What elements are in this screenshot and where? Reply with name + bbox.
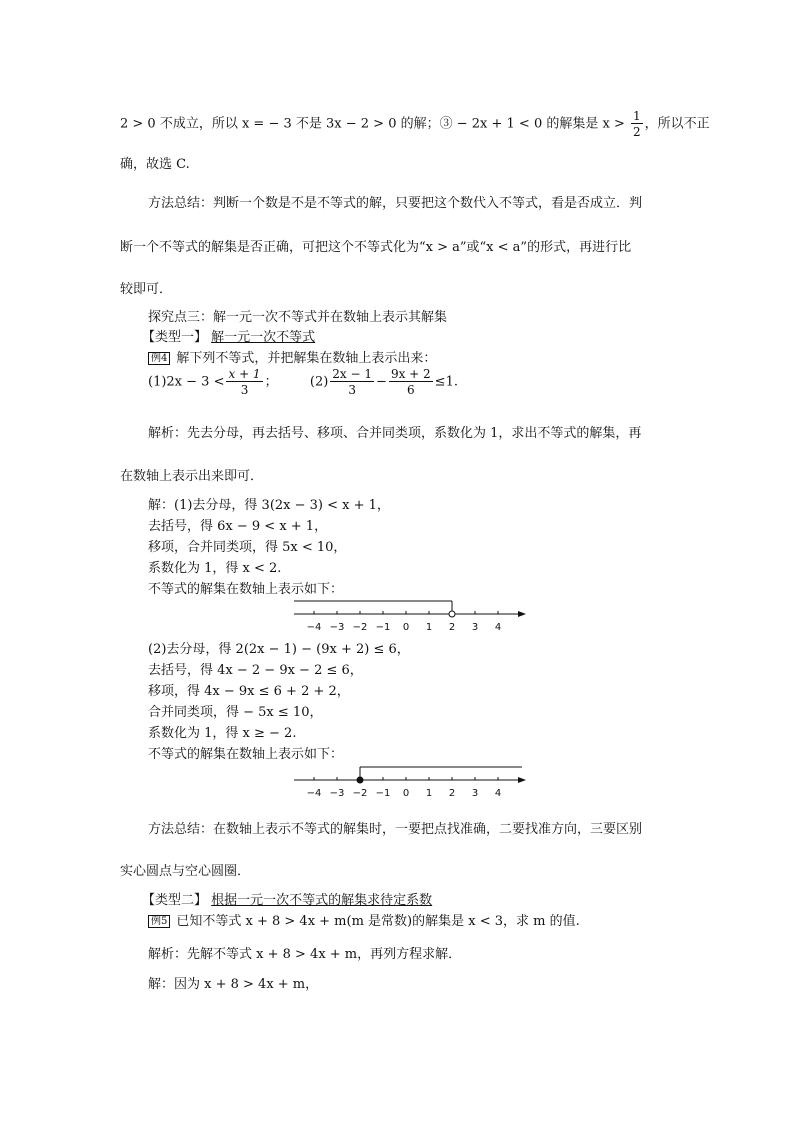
axis-tick-label: −3: [329, 622, 345, 633]
fraction: [389, 368, 433, 396]
text-segment: −: [376, 374, 387, 390]
fraction-denominator: 3: [348, 383, 356, 397]
axis-tick-label: 0: [402, 622, 410, 633]
method-summary-line: 较即可．: [120, 282, 173, 297]
type-bracket: 【类型二】: [142, 893, 208, 908]
problem-line: [148, 368, 458, 396]
fraction-denominator: 6: [406, 383, 415, 397]
method-summary-line: 方法总结：在数轴上表示不等式的解集时，一要把点找准确，二要找准方向，三要区别: [148, 822, 643, 837]
fraction: [330, 368, 374, 396]
fraction-denominator: 2: [632, 125, 641, 139]
solution-line: 不等式的解集在数轴上表示如下：: [148, 747, 344, 762]
axis-tick-label: −3: [329, 788, 345, 799]
solution-line: (2)去分母，得 2(2x − 1) − (9x + 2) ≤ 6，: [148, 642, 410, 657]
number-line-2: [290, 764, 530, 804]
axis-tick-label: −4: [306, 788, 322, 799]
axis-tick-label: 1: [425, 788, 433, 799]
axis-tick-label: 4: [494, 622, 502, 633]
text-segment: 2 > 0 不成立，所以: [120, 116, 242, 132]
text-line: [120, 110, 710, 138]
number-line-1: [290, 598, 530, 638]
axis-tick-label: 3: [471, 622, 479, 633]
type-bracket: 【类型一】: [142, 330, 208, 345]
analysis-line: 在数轴上表示出来即可．: [120, 469, 264, 484]
fraction: [226, 368, 262, 396]
example-line: [148, 910, 580, 929]
solution-line: 系数化为 1，得 x < 2.: [148, 561, 282, 576]
text-segment: ≤1.: [434, 374, 458, 390]
fraction-denominator: 3: [240, 383, 249, 397]
solution-line: 解：(1)去分母，得 3(2x − 3) < x + 1，: [148, 498, 390, 513]
example-text: 已知不等式 x + 8 > 4x + m(m 是常数)的解集是 x < 3，求 m 的值.: [176, 914, 580, 929]
text-segment: ；: [264, 374, 278, 390]
fraction-numerator: 9x + 2: [390, 367, 431, 381]
method-summary-line: 实心圆点与空心圆圈．: [120, 864, 251, 879]
solution-line: 合并同类项，得 − 5x ≤ 10，: [148, 705, 323, 720]
axis-arrow: [518, 777, 526, 783]
example-badge: 例4: [148, 352, 170, 365]
axis-tick-label: −1: [375, 622, 391, 633]
axis-tick-label: 3: [471, 788, 479, 799]
axis-tick-label: −2: [352, 622, 368, 633]
method-summary-line: 断一个不等式的解集是否正确，可把这个不等式化为“x > a”或“x < a”的形式，再进行比: [120, 240, 632, 255]
problem-2: (2): [309, 374, 329, 390]
axis-arrow: [518, 611, 526, 617]
problem-1: (1)2x − 3 <: [148, 374, 225, 390]
solution-line: 不等式的解集在数轴上表示如下：: [148, 582, 344, 597]
solution-line: 解：因为 x + 8 > 4x + m，: [148, 977, 319, 992]
example-badge: 例5: [148, 915, 170, 928]
method-summary-line: 方法总结：判断一个数是不是不等式的解，只要把这个数代入不等式，看是否成立．判: [148, 196, 643, 211]
axis-tick-label: −2: [352, 788, 368, 799]
fraction-numerator: 2x − 1: [332, 367, 373, 381]
example-text: 解下列不等式，并把解集在数轴上表示出来：: [176, 351, 437, 366]
type-heading: [142, 889, 432, 908]
solution-line: 去括号，得 6x − 9 < x + 1，: [148, 519, 328, 534]
analysis-line: 解析：先解不等式 x + 8 > 4x + m，再列方程求解．: [148, 947, 462, 962]
axis-tick-label: 0: [402, 788, 410, 799]
type-title: 根据一元一次不等式的解集求待定系数: [211, 893, 433, 908]
solution-line: 系数化为 1，得 x ≥ − 2.: [148, 726, 297, 741]
text-segment: x = − 3 不是 3x − 2 > 0 的解；③ − 2x + 1 < 0 的解集是 x >: [241, 116, 629, 132]
closed-point: [357, 777, 363, 783]
text-line: 确，故选 C.: [120, 157, 190, 172]
open-point: [449, 611, 455, 617]
axis-tick-label: 2: [448, 622, 456, 633]
fraction-numerator: x + 1: [228, 367, 261, 381]
axis-tick-label: 1: [425, 622, 433, 633]
axis-tick-label: 2: [448, 788, 456, 799]
solution-line: 去括号，得 4x − 2 − 9x − 2 ≤ 6，: [148, 663, 363, 678]
axis-tick-label: 4: [494, 788, 502, 799]
solution-line: 移项，得 4x − 9x ≤ 6 + 2 + 2，: [148, 684, 350, 699]
analysis-line: 解析：先去分母，再去括号、移项、合并同类项，系数化为 1，求出不等式的解集，再: [148, 426, 642, 441]
example-line: [148, 347, 436, 366]
axis-tick-label: −4: [306, 622, 322, 633]
fraction-numerator: 1: [632, 109, 641, 123]
text-segment: ，所以不正: [644, 116, 710, 132]
axis-tick-label: −1: [375, 788, 391, 799]
section-heading: 探究点三：解一元一次不等式并在数轴上表示其解集: [148, 310, 448, 325]
type-heading: [142, 326, 315, 345]
fraction: [631, 110, 643, 138]
type-title: 解一元一次不等式: [211, 330, 316, 345]
solution-line: 移项，合并同类项，得 5x < 10，: [148, 540, 347, 555]
